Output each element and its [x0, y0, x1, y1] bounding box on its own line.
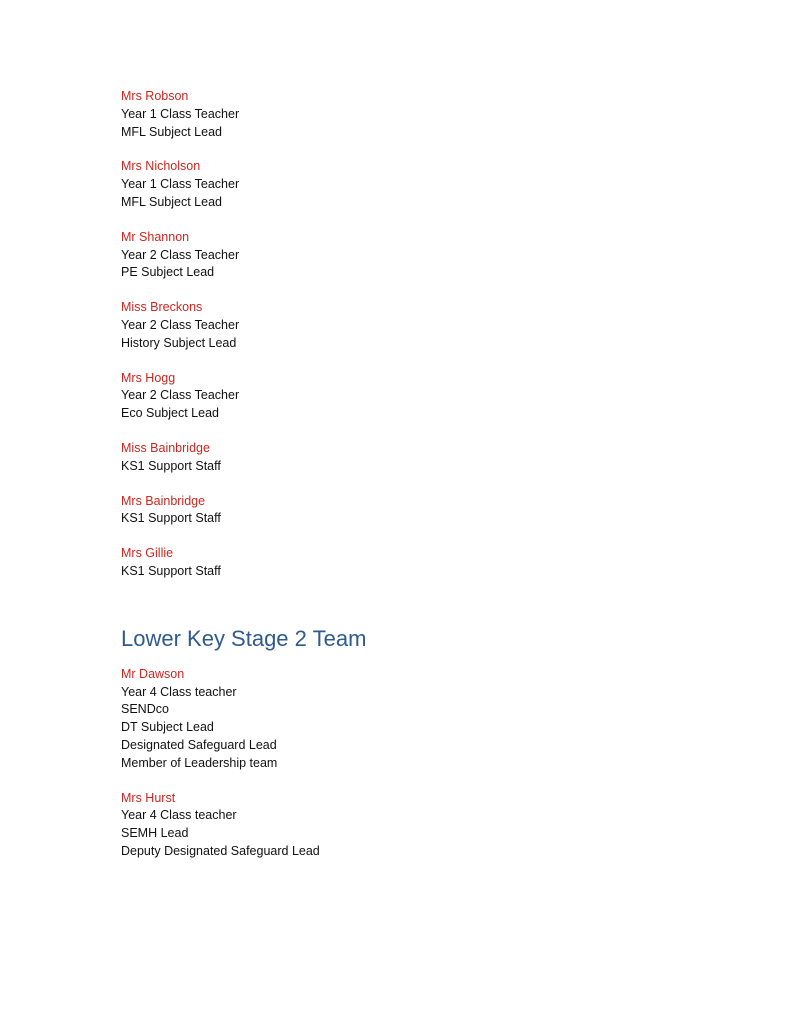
staff-role: Year 1 Class Teacher — [121, 177, 240, 192]
staff-role: Member of Leadership team — [121, 755, 278, 770]
staff-role: Year 2 Class Teacher — [121, 247, 240, 262]
staff-role: MFL Subject Lead — [121, 194, 222, 209]
staff-name: Mrs Nicholson — [121, 159, 201, 174]
staff-entry — [121, 790, 721, 861]
staff-role: Year 1 Class Teacher — [121, 106, 240, 121]
staff-role: Eco Subject Lead — [121, 406, 219, 421]
staff-entry — [121, 299, 721, 352]
staff-name: Miss Breckons — [121, 300, 203, 315]
staff-role: KS1 Support Staff — [121, 511, 221, 526]
staff-name: Mrs Bainbridge — [121, 493, 206, 508]
staff-role: SEMH Lead — [121, 826, 189, 841]
staff-name: Mrs Hurst — [121, 790, 176, 805]
staff-entry — [121, 370, 721, 423]
lks2-staff-list — [121, 666, 721, 861]
staff-role: Designated Safeguard Lead — [121, 737, 277, 752]
staff-role: SENDco — [121, 702, 169, 717]
staff-entry — [121, 158, 721, 211]
staff-role: KS1 Support Staff — [121, 458, 221, 473]
staff-name: Mr Shannon — [121, 229, 190, 244]
staff-role: KS1 Support Staff — [121, 563, 221, 578]
staff-entry — [121, 666, 721, 773]
staff-name: Mrs Hogg — [121, 370, 176, 385]
staff-role: PE Subject Lead — [121, 265, 215, 280]
staff-role: Deputy Designated Safeguard Lead — [121, 843, 320, 858]
staff-role: Year 2 Class Teacher — [121, 317, 240, 332]
staff-entry — [121, 229, 721, 282]
staff-role: History Subject Lead — [121, 335, 237, 350]
staff-entry — [121, 440, 721, 476]
ks1-staff-list — [121, 88, 721, 581]
staff-entry — [121, 493, 721, 529]
staff-role: MFL Subject Lead — [121, 124, 222, 139]
staff-name: Mrs Robson — [121, 89, 189, 103]
staff-role: Year 2 Class Teacher — [121, 388, 240, 403]
document-page — [121, 88, 721, 878]
staff-role: Year 4 Class teacher — [121, 808, 237, 823]
staff-name: Mrs Gillie — [121, 546, 174, 561]
staff-entry — [121, 545, 721, 581]
staff-role: DT Subject Lead — [121, 720, 214, 735]
staff-name: Miss Bainbridge — [121, 440, 210, 455]
staff-entry — [121, 88, 721, 141]
staff-role: Year 4 Class teacher — [121, 684, 237, 699]
staff-name: Mr Dawson — [121, 666, 185, 681]
lks2-heading: Lower Key Stage 2 Team — [121, 625, 367, 651]
